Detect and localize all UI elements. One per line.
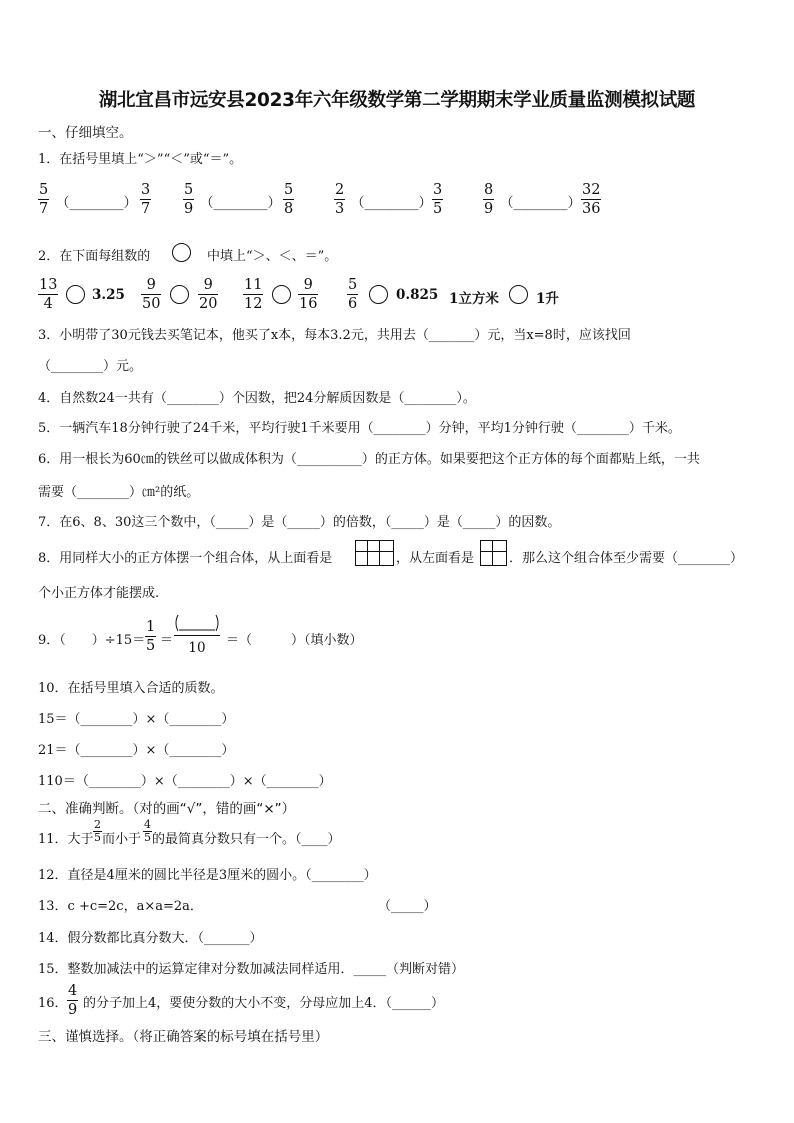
question-2-text-a: 2．在下面每组数的 xyxy=(38,249,151,264)
section-1-heading: 一、仔细填空。 xyxy=(38,125,133,141)
fraction: 4 9 xyxy=(68,983,78,1018)
compare-circle-icon xyxy=(172,243,191,262)
fraction: 9 16 xyxy=(299,277,318,312)
answer-blank[interactable]: （________） xyxy=(56,195,137,211)
question-12-text: 12．直径是4厘米的圆比半径是3厘米的圆小。（________） xyxy=(38,868,377,883)
question-15-text: 15．整数加减法中的运算定律对分数加减法同样适用．_____（判断对错） xyxy=(38,962,465,977)
question-16-text: 的分子加上4，要使分数的大小不变，分母应加上4．（______） xyxy=(83,996,445,1011)
question-8-line-2: 个小正方体才能摆成. xyxy=(38,586,160,601)
top-view-grid-icon xyxy=(355,540,394,566)
question-13-text: 13．c +c=2c，a×a=2a． xyxy=(38,899,203,914)
compare-circle[interactable] xyxy=(509,285,528,304)
fraction: 3 7 xyxy=(141,182,151,217)
question-14-text: 14．假分数都比真分数大．（_______） xyxy=(38,931,263,946)
fraction: 11 12 xyxy=(244,277,263,312)
left-view-grid-icon xyxy=(480,540,507,566)
question-10-row-1: 15＝（________）×（________） xyxy=(38,712,235,727)
answer-blank[interactable]: （________） xyxy=(500,195,581,211)
compare-circle[interactable] xyxy=(369,285,388,304)
question-2-text-b: 中填上“＞、＜、＝”。 xyxy=(207,249,338,264)
fraction: 5 9 xyxy=(184,182,194,217)
answer-blank[interactable]: （________） xyxy=(351,195,432,211)
question-11-text-b: 而小于 xyxy=(102,832,142,847)
question-16-number: 16． xyxy=(38,996,68,1011)
answer-blank[interactable]: （________） xyxy=(200,195,281,211)
question-7-text: 7．在6、8、30这三个数中，（_____）是（_____）的倍数，（_____）是（_____）的因数。 xyxy=(38,515,561,530)
fraction: 8 9 xyxy=(484,182,494,217)
fraction: 32 36 xyxy=(582,182,601,217)
section-3-heading: 三、谨慎选择。（将正确答案的标号填在括号里） xyxy=(38,1029,329,1045)
question-10-row-3: 110＝（________）×（________）×（________） xyxy=(38,774,332,789)
compare-circle[interactable] xyxy=(272,285,291,304)
denominator: 10 xyxy=(188,640,206,656)
question-8-text-c: ．那么这个组合体至少需要（________） xyxy=(509,551,744,566)
compare-circle[interactable] xyxy=(66,285,85,304)
value: 3.25 xyxy=(92,287,125,303)
fraction: 5 6 xyxy=(348,277,358,312)
question-4-text: 4．自然数24一共有（________）个因数，把24分解质因数是（________）。 xyxy=(38,391,476,406)
question-5-text: 5．一辆汽车18分钟行驶了24千米，平均行驶1千米要用（________）分钟，平均1分钟行驶（________）千米。 xyxy=(38,421,681,436)
question-9-tail: ＝（ ）（填小数） xyxy=(226,633,363,648)
value: 0.825 xyxy=(396,287,439,303)
value: 1立方米 xyxy=(449,291,499,307)
question-9-text-a: 9．（ ）÷15＝ xyxy=(38,633,146,648)
question-6-line-1: 6．用一根长为60㎝的铁丝可以做成体积为（__________）的正方体。如果要把这个正方体的每个面都贴上纸，一共 xyxy=(38,452,700,467)
numerator-blank[interactable] xyxy=(174,614,220,630)
question-3-line-1: 3．小明带了30元钱去买笔记本，他买了x本，每本3.2元，共用去（_______）元，当x=8时，应该找回 xyxy=(38,328,631,343)
fraction: 4 5 xyxy=(144,818,151,844)
value: 1升 xyxy=(536,291,559,307)
question-6-line-2: 需要（________）㎝²的纸。 xyxy=(38,485,200,500)
fraction: 5 7 xyxy=(39,182,49,217)
question-11-text-c: 的最简真分数只有一个。（____） xyxy=(152,832,341,847)
fraction: 3 5 xyxy=(433,182,443,217)
fraction: 2 5 xyxy=(94,818,101,844)
fraction: 9 50 xyxy=(142,277,161,312)
question-13-blank[interactable]: （_____） xyxy=(378,899,437,914)
fraction: 9 20 xyxy=(199,277,218,312)
fraction-with-blank xyxy=(174,614,220,658)
question-8-text-b: ，从左面看是 xyxy=(396,551,475,566)
fraction: 1 5 xyxy=(146,619,156,654)
fraction: 13 4 xyxy=(39,277,58,312)
section-2-heading: 二、准确判断。（对的画“√”，错的画“×”） xyxy=(38,801,296,817)
fraction: 2 3 xyxy=(335,182,345,217)
parenthesis-blank-icon xyxy=(174,614,220,632)
question-8-text-a: 8．用同样大小的正方体摆一个组合体，从上面看是 xyxy=(38,551,333,566)
question-1-text: 1．在括号里填上“＞”“＜”或“＝”。 xyxy=(38,152,243,167)
page-title: 湖北宜昌市远安县2023年六年级数学第二学期期末学业质量监测模拟试题 xyxy=(98,90,696,111)
fraction: 5 8 xyxy=(284,182,294,217)
question-3-line-2: （________）元。 xyxy=(38,359,143,374)
equals-sign: ＝ xyxy=(160,633,174,648)
question-11-text-a: 11．大于 xyxy=(38,832,94,847)
question-10-text: 10．在括号里填入合适的质数。 xyxy=(38,681,224,696)
compare-circle[interactable] xyxy=(170,285,189,304)
question-10-row-2: 21＝（________）×（________） xyxy=(38,743,235,758)
